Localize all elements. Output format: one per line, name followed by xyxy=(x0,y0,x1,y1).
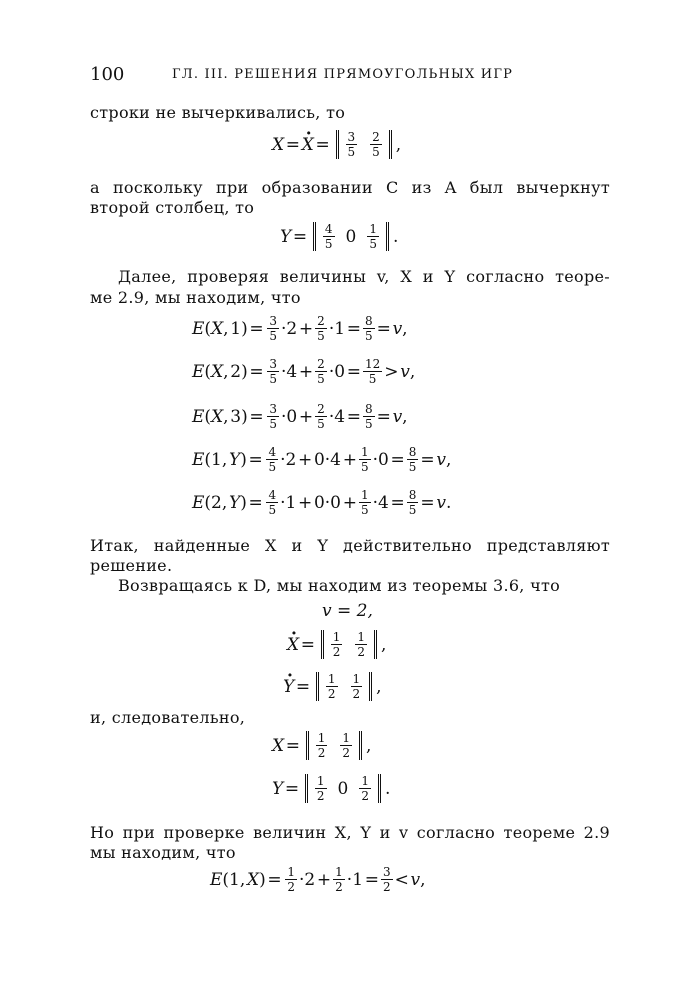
equation-e-1-y xyxy=(192,446,451,473)
fraction: $\frac{1}{2}$ xyxy=(335,865,343,894)
math-text: ·2 + xyxy=(281,318,314,339)
math-text: E(1, X) = xyxy=(210,869,284,890)
equation-e-x-2 xyxy=(192,358,415,385)
math-text: ·1 = xyxy=(328,318,361,339)
vector-entry: $\frac{1}{2}$ xyxy=(332,630,341,659)
math-text: > v, xyxy=(384,361,416,382)
paragraph-1: строки не вычеркивались, то xyxy=(90,103,346,122)
equation-v: v = 2, xyxy=(322,601,373,621)
fraction: $\frac{2}{5}$ xyxy=(317,314,325,343)
vector-entry: $\frac{1}{2}$ xyxy=(357,630,366,659)
vector-entry: $\frac{1}{2}$ xyxy=(342,731,351,760)
page-number: 100 xyxy=(90,64,125,85)
fraction: $\frac{3}{5}$ xyxy=(269,357,277,386)
fraction: $\frac{12}{5}$ xyxy=(364,357,381,386)
math-text: = v, xyxy=(376,406,408,427)
math-text: ·4 = xyxy=(372,492,405,513)
fraction: $\frac{4}{5}$ xyxy=(268,445,277,474)
equation-y-dot xyxy=(283,672,382,701)
math-text: . xyxy=(384,778,391,799)
fraction: $\frac{3}{2}$ xyxy=(382,865,391,894)
paragraph-3-line-1: Далее, проверяя величины v, X и Y согласно теоре- xyxy=(118,267,610,286)
math-text: ·0 = xyxy=(372,449,405,470)
vector-entry: $\frac{1}{2}$ xyxy=(361,774,369,803)
math-text: = v, xyxy=(376,318,408,339)
vector-entry: $\frac{1}{2}$ xyxy=(352,672,361,701)
math-text: = v, xyxy=(420,449,452,470)
fraction: $\frac{8}{5}$ xyxy=(364,402,373,431)
vector-entry: $\frac{1}{2}$ xyxy=(327,672,336,701)
equation-y xyxy=(280,222,398,251)
math-text: E(2, Y) = xyxy=(192,492,265,513)
equation-x xyxy=(272,130,401,159)
math-text: E(X, 3) = xyxy=(192,406,266,427)
math-text: ·1 + 0·0 + xyxy=(280,492,357,513)
paragraph-6: и, следовательно, xyxy=(90,708,246,727)
fraction: $\frac{8}{5}$ xyxy=(408,445,417,474)
math-text: ·2 + 0·4 + xyxy=(280,449,357,470)
math-text: , xyxy=(366,735,372,756)
math-text: ·4 + xyxy=(281,361,314,382)
equation-x-dot xyxy=(287,630,386,659)
row-vector xyxy=(306,731,362,760)
math-text: ·0 = xyxy=(328,361,361,382)
math-text: ·0 + xyxy=(281,406,314,427)
equation-y-second xyxy=(272,774,390,803)
vector-entry: $\frac{1}{5}$ xyxy=(369,222,377,251)
paragraph-3-line-2: ме 2.9, мы находим, что xyxy=(90,288,301,307)
math-text: Y = xyxy=(272,778,301,799)
fraction: $\frac{1}{2}$ xyxy=(287,865,295,894)
math-text: ·1 = xyxy=(346,869,379,890)
equation-x-second xyxy=(272,731,371,760)
fraction: $\frac{2}{5}$ xyxy=(317,402,325,431)
row-vector xyxy=(305,774,381,803)
math-text: X = · X = xyxy=(272,135,332,155)
vector-entry: $\frac{2}{5}$ xyxy=(372,130,380,159)
math-text: ·2 + xyxy=(298,869,332,890)
vector-entry: 0 xyxy=(345,226,357,247)
row-vector xyxy=(313,222,389,251)
fraction: $\frac{8}{5}$ xyxy=(408,488,417,517)
fraction: $\frac{2}{5}$ xyxy=(317,357,325,386)
math-text: E(X, 1) = xyxy=(192,318,266,339)
vector-entry: 0 xyxy=(337,778,349,799)
equation-e-x-1 xyxy=(192,315,408,342)
equation-e-1-x xyxy=(210,866,426,893)
vector-entry: $\frac{1}{2}$ xyxy=(317,731,326,760)
math-text: ·4 = xyxy=(328,406,361,427)
math-text: Y = xyxy=(280,226,309,247)
fraction: $\frac{1}{5}$ xyxy=(360,488,369,517)
paragraph-5: Возвращаясь к D, мы находим из теоремы 3.6, что xyxy=(118,576,561,595)
math-text: = v. xyxy=(420,492,452,513)
fraction: $\frac{1}{5}$ xyxy=(360,445,369,474)
fraction: $\frac{4}{5}$ xyxy=(268,488,277,517)
math-text: . xyxy=(392,226,399,247)
row-vector xyxy=(336,130,392,159)
equation-e-x-3 xyxy=(192,403,408,430)
fraction: $\frac{3}{5}$ xyxy=(269,402,277,431)
math-text: , xyxy=(381,634,387,655)
row-vector xyxy=(321,630,377,659)
row-vector xyxy=(316,672,372,701)
equation-e-2-y xyxy=(192,489,451,516)
math-text: < v, xyxy=(394,869,426,890)
math-text: · Y = xyxy=(283,677,312,697)
paragraph-7-line-1: Но при проверке величин X, Y и v согласно теореме 2.9 xyxy=(90,823,610,842)
fraction: $\frac{8}{5}$ xyxy=(364,314,373,343)
vector-entry: $\frac{4}{5}$ xyxy=(324,222,333,251)
math-text: , xyxy=(376,676,382,697)
paragraph-4-line-1: Итак, найденные X и Y действительно представляют xyxy=(90,536,610,555)
vector-entry: $\frac{3}{5}$ xyxy=(347,130,356,159)
paragraph-7-line-2: мы находим, что xyxy=(90,843,236,862)
math-text: E(X, 2) = xyxy=(192,361,266,382)
math-text: X = xyxy=(272,735,302,756)
fraction: $\frac{3}{5}$ xyxy=(269,314,277,343)
math-text: E(1, Y) = xyxy=(192,449,265,470)
paragraph-2-line-2: второй столбец, то xyxy=(90,198,255,217)
math-text: · X = xyxy=(287,635,317,655)
vector-entry: $\frac{1}{2}$ xyxy=(316,774,325,803)
paragraph-2-line-1: а поскольку при образовании C из A был вычеркнут xyxy=(90,178,610,197)
math-text: , xyxy=(395,134,402,155)
paragraph-4-line-2: решение. xyxy=(90,556,173,575)
running-head: ГЛ. III. РЕШЕНИЯ ПРЯМОУГОЛЬНЫХ ИГР xyxy=(172,67,514,82)
